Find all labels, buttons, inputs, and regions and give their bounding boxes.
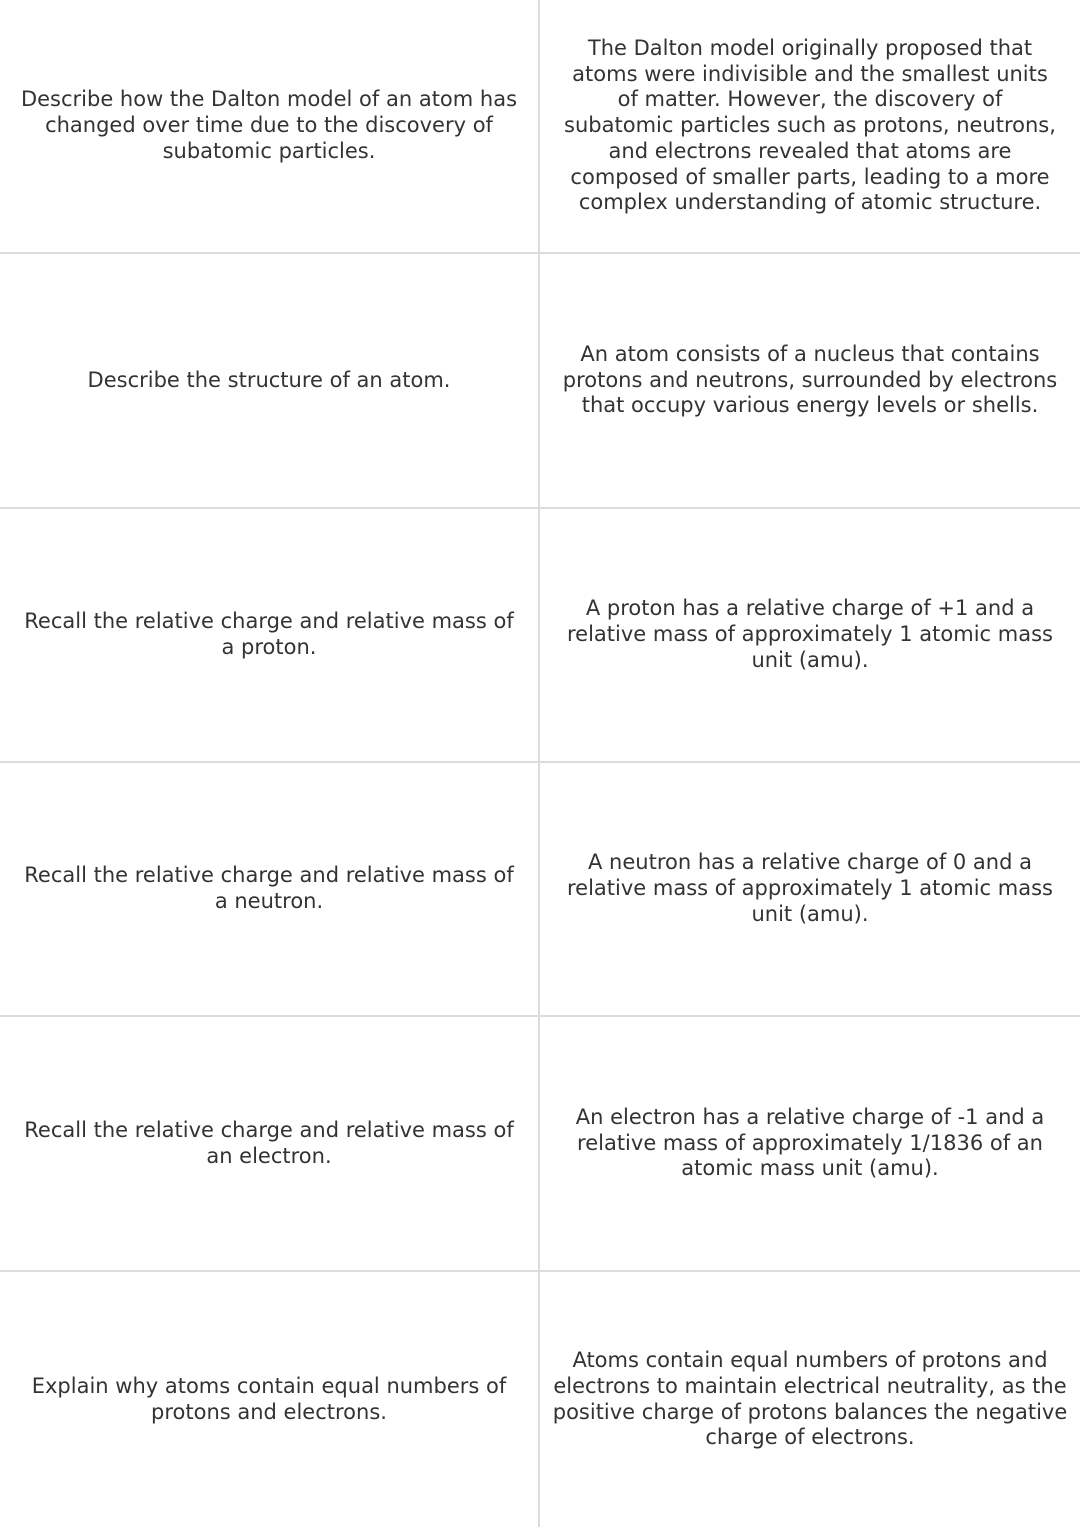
flashcard-answer (540, 1272, 1080, 1527)
flashcard-question (0, 0, 540, 254)
answer-text: A neutron has a relative charge of 0 and a relative mass of approximately 1 atomic mass unit (amu). (567, 850, 1053, 926)
flashcard-answer (540, 1017, 1080, 1272)
flashcard-question (0, 1272, 540, 1527)
flashcard-question (0, 763, 540, 1017)
answer-text: An atom consists of a nucleus that contains protons and neutrons, surrounded by electrons that occupy various energy levels or shells. (562, 341, 1058, 418)
flashcard-answer (540, 509, 1080, 763)
answer-text: Atoms contain equal numbers of protons and electrons to maintain electrical neutrality, as the positive charge of protons balances the negative charge of electrons. (552, 1347, 1068, 1450)
flashcard-answer (540, 763, 1080, 1017)
answer-text: The Dalton model originally proposed that atoms were indivisible and the smallest units of matter. However, the discovery of subatomic particles such as protons, neutrons, and electrons revealed that atoms are composed of smaller parts, leading to a more complex understanding of atomic structure. (564, 35, 1056, 215)
flashcard-question (0, 509, 540, 763)
question-text: Recall the relative charge and relative mass of an electron. (24, 1117, 514, 1168)
flashcard-answer (540, 254, 1080, 509)
question-text: Explain why atoms contain equal numbers of protons and electrons. (31, 1373, 507, 1424)
question-text: Describe the structure of an atom. (87, 367, 451, 392)
flashcard-question (0, 254, 540, 509)
flashcard-question (0, 1017, 540, 1272)
flashcard-answer (540, 0, 1080, 254)
question-text: Recall the relative charge and relative mass of a neutron. (24, 863, 514, 913)
answer-text: An electron has a relative charge of -1 and a relative mass of approximately 1/1836 of an atomic mass unit (amu). (575, 1104, 1045, 1181)
question-text: Recall the relative charge and relative mass of a proton. (24, 609, 514, 659)
question-text: Describe how the Dalton model of an atom has changed over time due to the discovery of subatomic particles. (20, 87, 518, 163)
answer-text: A proton has a relative charge of +1 and a relative mass of approximately 1 atomic mass unit (amu). (567, 596, 1053, 672)
